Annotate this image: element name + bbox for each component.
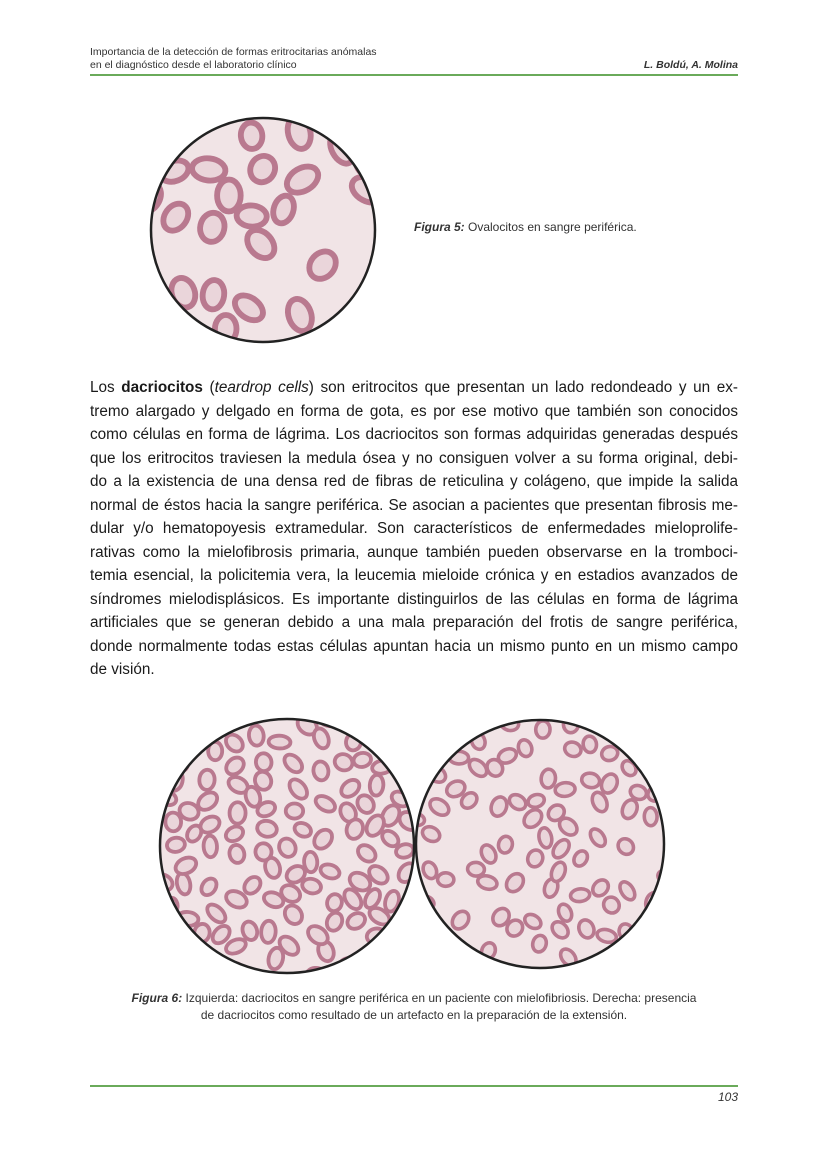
red-blood-cell	[165, 812, 181, 831]
red-blood-cell	[286, 804, 303, 819]
red-blood-cell	[195, 961, 220, 976]
red-blood-cell	[345, 716, 368, 729]
red-blood-cell	[148, 275, 161, 303]
header-rule	[90, 74, 738, 76]
paragraph-line: donde normalmente todas estas células apuntan hacia un mismo punto en un mismo campo	[90, 637, 738, 655]
red-blood-cell	[424, 957, 440, 971]
red-blood-cell	[443, 717, 457, 733]
figure-6-caption-line2: de dacriocitos como resultado de un artefacto en la preparación de la extensión.	[200, 1008, 628, 1022]
red-blood-cell	[254, 842, 272, 861]
red-blood-cell	[352, 751, 372, 768]
red-blood-cell	[388, 718, 410, 732]
red-blood-cell	[201, 279, 226, 311]
red-blood-cell	[170, 752, 190, 773]
red-blood-cell	[369, 774, 384, 796]
red-blood-cell	[240, 122, 264, 150]
red-blood-cell	[383, 925, 407, 944]
red-blood-cell	[413, 734, 423, 752]
paragraph-line: normal de éstos hacia la sangre periférica. Se asocian a pacientes que presentan fibrosis me-	[90, 496, 738, 514]
red-blood-cell	[570, 888, 591, 903]
red-blood-cell	[148, 132, 171, 168]
figure-5-caption-text: Ovalocitos en sangre periférica.	[464, 220, 637, 234]
header-title-line1: Importancia de la detección de formas eritrocitarias anómalas	[90, 46, 377, 58]
red-blood-cell	[535, 721, 550, 739]
red-blood-cell	[467, 861, 485, 876]
red-blood-cell	[554, 782, 575, 798]
footer-rule	[90, 1085, 738, 1087]
red-blood-cell	[157, 919, 171, 934]
figure-6-right-micrograph	[413, 717, 667, 971]
red-blood-cell	[229, 802, 245, 824]
figure-5-caption	[414, 220, 637, 234]
paragraph-line	[90, 376, 738, 400]
text: (	[202, 379, 215, 396]
red-blood-cell	[582, 735, 597, 753]
paragraph-line: que los eritrocitos traviesen la medula ósea y no consiguen volver a su forma original, debi-	[90, 449, 738, 467]
red-blood-cell	[199, 769, 216, 790]
red-blood-cell	[346, 321, 378, 345]
red-blood-cell	[325, 893, 343, 913]
red-blood-cell	[363, 716, 387, 739]
term-dacriocitos: dacriocitos	[121, 379, 203, 396]
red-blood-cell	[191, 157, 227, 183]
red-blood-cell	[435, 947, 455, 963]
red-blood-cell	[197, 210, 227, 244]
red-blood-cell	[606, 717, 623, 736]
paragraph-line: rativas como la mielofibrosis primaria, aunque también pueden observarse en la tromboci-	[90, 543, 738, 561]
red-blood-cell	[260, 920, 276, 943]
paragraph-line: dular y/o hematopoyesis extramedular. Son característicos de enfermedades mieloprolife-	[90, 520, 738, 537]
figure-6-label: Figura 6:	[131, 991, 183, 1005]
red-blood-cell	[497, 835, 514, 854]
red-blood-cell	[159, 733, 177, 753]
red-blood-cell	[268, 735, 290, 749]
figure-6-left-micrograph	[157, 716, 417, 976]
red-blood-cell	[203, 835, 218, 857]
red-blood-cell	[437, 873, 454, 887]
red-blood-cell	[158, 956, 183, 976]
red-blood-cell	[540, 769, 556, 789]
paragraph-line: do a la existencia de una densa red de fibras de reticulina y colágeno, que impide la salida	[90, 473, 738, 490]
red-blood-cell	[312, 760, 330, 781]
figure-5-label: Figura 5:	[414, 220, 465, 234]
body-paragraph	[90, 376, 738, 682]
text: ) son eritrocitos que presentan un lado redondeado y un ex-	[308, 379, 738, 396]
red-blood-cell	[418, 926, 438, 949]
term-teardrop-cells: teardrop cells	[214, 379, 309, 396]
red-blood-cell	[189, 723, 212, 747]
paragraph-line: síndromes mielodisplásicos. Es importante distinguirlos de las células en forma de lágrima	[90, 590, 738, 608]
paragraph-line: de visión.	[90, 661, 155, 678]
red-blood-cell	[641, 952, 664, 971]
red-blood-cell	[217, 180, 241, 212]
red-blood-cell	[236, 204, 267, 227]
red-blood-cell	[388, 751, 411, 773]
paragraph-line: artificiales que se generan debido a una mala preparación del frotis de sangre periférica,	[90, 614, 738, 631]
red-blood-cell	[368, 966, 388, 976]
red-blood-cell	[255, 752, 273, 772]
red-blood-cell	[166, 836, 186, 853]
red-blood-cell	[644, 807, 657, 825]
red-blood-cell	[157, 716, 173, 732]
red-blood-cell	[149, 302, 182, 333]
header-title-line2: en el diagnóstico desde el laboratorio clínico	[90, 59, 297, 71]
red-blood-cell	[172, 331, 203, 345]
text: Los	[90, 379, 122, 396]
paragraph-line: tremo alargado y delgado en forma de gota, es por ese motivo que también son conocidos	[90, 402, 738, 420]
figure-5-micrograph	[148, 115, 378, 345]
red-blood-cell	[647, 755, 665, 769]
paragraph-line: temia esencial, la policitemia vera, la leucemia mieloide crónica y en estadios avanzados de	[90, 567, 738, 584]
red-blood-cell	[634, 717, 656, 730]
figure-6-caption	[90, 990, 738, 1024]
paragraph-line: como células en forma de lágrima. Los dacriocitos son formas adquiridas generadas después	[90, 426, 738, 443]
running-header	[90, 46, 377, 72]
figure-6-caption-line1: Izquierda: dacriocitos en sangre periférica en un paciente con mielofibriosis. Derecha: presencia	[182, 991, 697, 1005]
page-number: 103	[717, 1090, 738, 1104]
red-blood-cell	[248, 725, 265, 747]
header-authors: L. Boldú, A. Molina	[643, 59, 738, 71]
